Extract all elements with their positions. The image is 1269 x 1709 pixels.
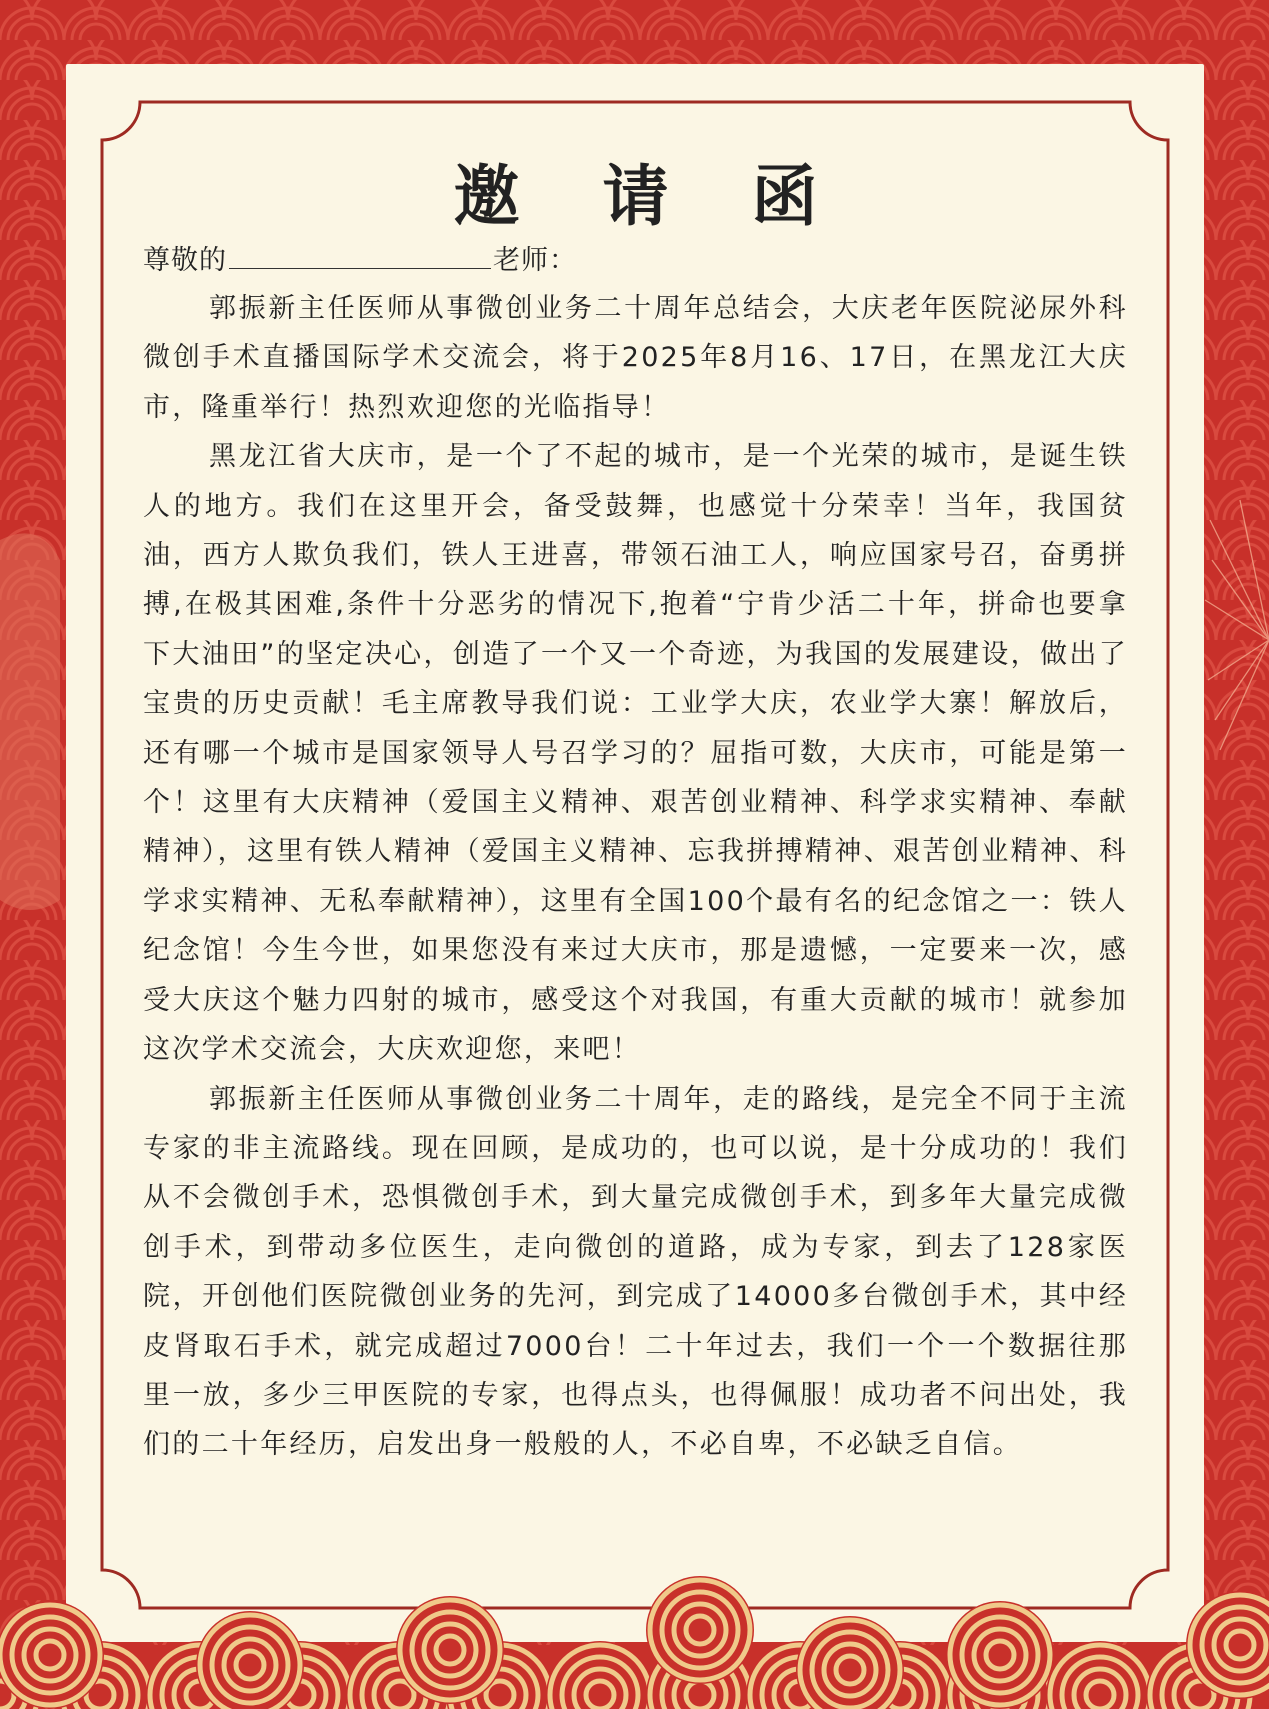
paragraph-achievements: 郭振新主任医师从事微创业务二十周年，走的路线，是完全不同于主流专家的非主流路线。现在回顾，是成功的，也可以说，是十分成功的！我们从不会微创手术，恐惧微创手术，到大量完成微创手术，到多年大量完成微创手术，到带动多位医生，走向微创的道路，成为专家，到去了128家医院，开创他们医院微创业务的先河，到完成了14000多台微创手术，其中经皮肾取石手术，就完成超过7000台！二十年过去，我们一个一个数据往那里一放，多少三甲医院的专家，也得点头，也得佩服！成功者不问出处，我们的二十年经历，启发出身一般般的人，不必自卑，不必缺乏自信。 <box>143 1083 1128 1461</box>
paragraph-announcement: 郭振新主任医师从事微创业务二十周年总结会，大庆老年医院泌尿外科微创手术直播国际学术交流会，将于2025年8月16、17日，在黑龙江大庆市，隆重举行！热烈欢迎您的光临指导！ <box>143 293 1128 423</box>
salutation-prefix: 尊敬的 <box>143 245 227 276</box>
salutation-suffix: 老师： <box>493 245 577 276</box>
invitation-content <box>143 130 1128 1470</box>
name-blank-line <box>229 238 491 269</box>
bottom-wave-pattern <box>0 1575 1269 1709</box>
paragraph-daqing: 黑龙江省大庆市，是一个了不起的城市，是一个光荣的城市，是诞生铁人的地方。我们在这里开会，备受鼓舞，也感觉十分荣幸！当年，我国贫油，西方人欺负我们，铁人王进喜，带领石油工人，响应国家号召，奋勇拼搏,在极其困难,条件十分恶劣的情况下,抱着“宁肯少活二十年，拼命也要拿下大油田”的坚定决心，创造了一个又一个奇迹，为我国的发展建设，做出了宝贵的历史贡献！毛主席教导我们说：工业学大庆，农业学大寨！解放后，还有哪一个城市是国家领导人号召学习的？屈指可数，大庆市，可能是第一个！这里有大庆精神（爱国主义精神、艰苦创业精神、科学求实精神、奉献精神），这里有铁人精神（爱国主义精神、忘我拼搏精神、艰苦创业精神、科学求实精神、无私奉献精神），这里有全国100个最有名的纪念馆之一：铁人纪念馆！今生今世，如果您没有来过大庆市，那是遗憾，一定要来一次，感受大庆这个魅力四射的城市，感受这个对我国，有重大贡献的城市！就参加这次学术交流会，大庆欢迎您，来吧！ <box>143 441 1128 1066</box>
invitation-title: 邀 请 函 <box>453 157 848 235</box>
